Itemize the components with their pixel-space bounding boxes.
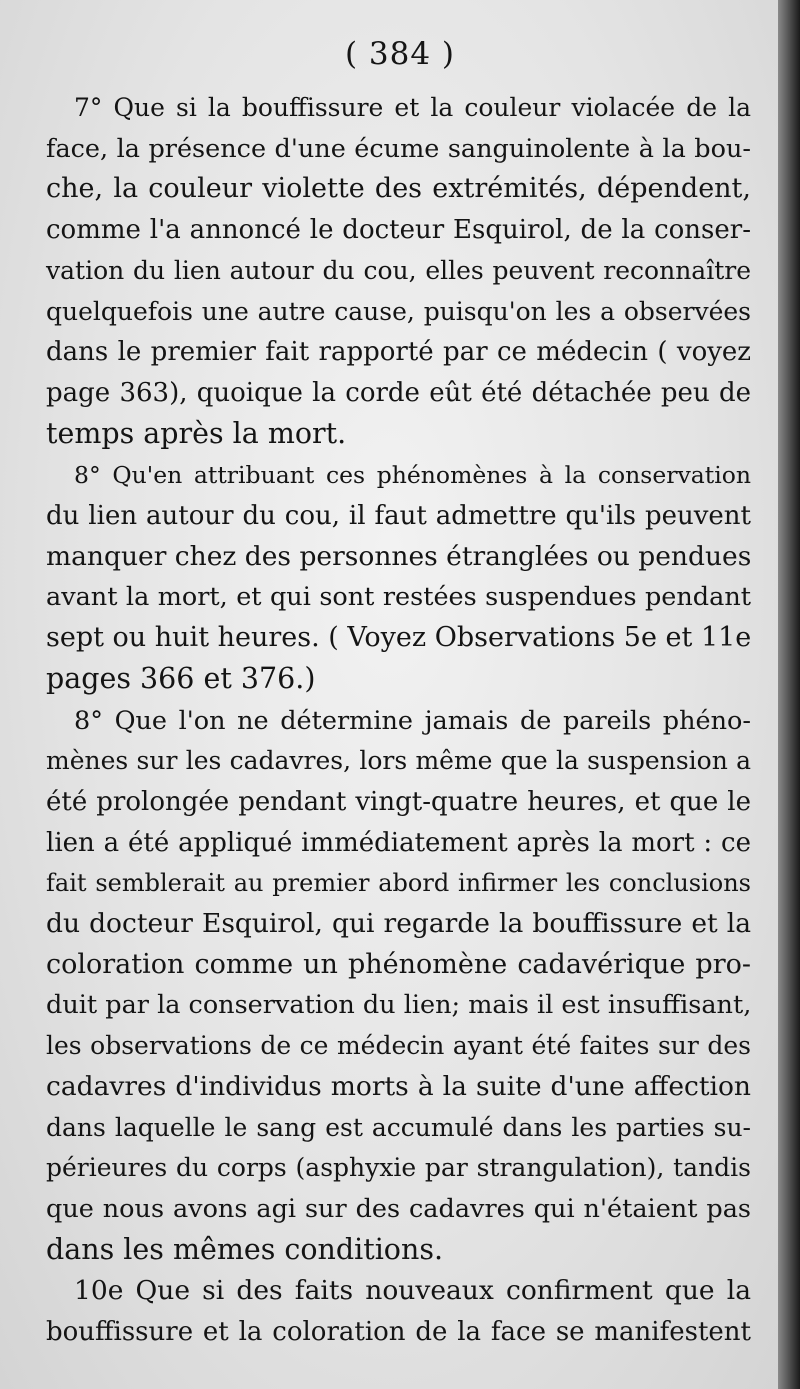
text-line: sept ou huit heures. ( Voyez Observations 5e et 11e [46,622,752,654]
text-line: quelquefois une autre cause, puisqu'on les a observées [46,296,751,326]
text-line: temps après la mort. [46,416,347,450]
text-line: du docteur Esquirol, qui regarde la bouffissure et la [46,908,751,940]
text-line: que nous avons agi sur des cadavres qui n'étaient pas [46,1193,751,1224]
text-line: lien a été appliqué immédiatement après la mort : ce [46,827,751,858]
page-number: ( 384 ) [344,36,456,72]
text-line: avant la mort, et qui sont restées suspendues pendant [46,582,751,613]
text-line: coloration comme un phénomène cadavérique pro- [46,948,751,980]
text-line: dans laquelle le sang est accumulé dans les parties su- [46,1112,751,1142]
text-line: comme l'a annoncé le docteur Esquirol, de la conser- [46,215,751,246]
text-line: page 363), quoique la corde eût été détachée peu de [46,377,751,408]
paragraph-7 [46,88,751,454]
text-line: dans les mêmes conditions. [46,1232,444,1266]
text-line: dans le premier fait rapporté par ce médecin ( voyez [46,337,751,368]
text-line: manquer chez des personnes étranglées ou pendues [46,540,752,572]
text-line: che, la couleur violette des extrémités, dépendent, [46,173,751,205]
text-line: 7° Que si la bouffissure et la couleur violacée de la [74,93,751,122]
text-line: mènes sur les cadavres, lors même que la suspension a [46,746,751,776]
text-line: du lien autour du cou, il faut admettre qu'ils peuvent [46,501,751,532]
text-line: été prolongée pendant vingt-quatre heures, et que le [46,786,751,817]
text-line: pages 366 et 376.) [46,661,316,695]
text-line: 10e Que si des faits nouveaux confirment que la [74,1275,751,1307]
paragraph-8b [46,701,751,1271]
text-line: périeures du corps (asphyxie par strangulation), tandis [46,1153,751,1183]
text-line: les observations de ce médecin ayant été faites sur des [46,1031,751,1061]
text-line: 8° Que l'on ne détermine jamais de pareils phéno- [74,705,751,736]
text-line: face, la présence d'une écume sanguinolente à la bou- [46,133,751,164]
text-line: cadavres d'individus morts à la suite d'une affection [46,1070,751,1102]
text-line: bouffissure et la coloration de la face se manifestent [46,1317,751,1348]
text-line: duit par la conservation du lien; mais il est insuffisant, [46,990,752,1021]
text-line: fait semblerait au premier abord infirmer les conclusions [46,869,751,898]
page-edge-shadow [778,0,800,1389]
paragraph-10 [46,1271,751,1352]
body-text [46,88,751,1354]
text-line: vation du lien autour du cou, elles peuvent reconnaître [46,255,751,285]
paragraph-8a [46,455,751,699]
text-line: 8° Qu'en attribuant ces phénomènes à la conservation [74,461,751,490]
